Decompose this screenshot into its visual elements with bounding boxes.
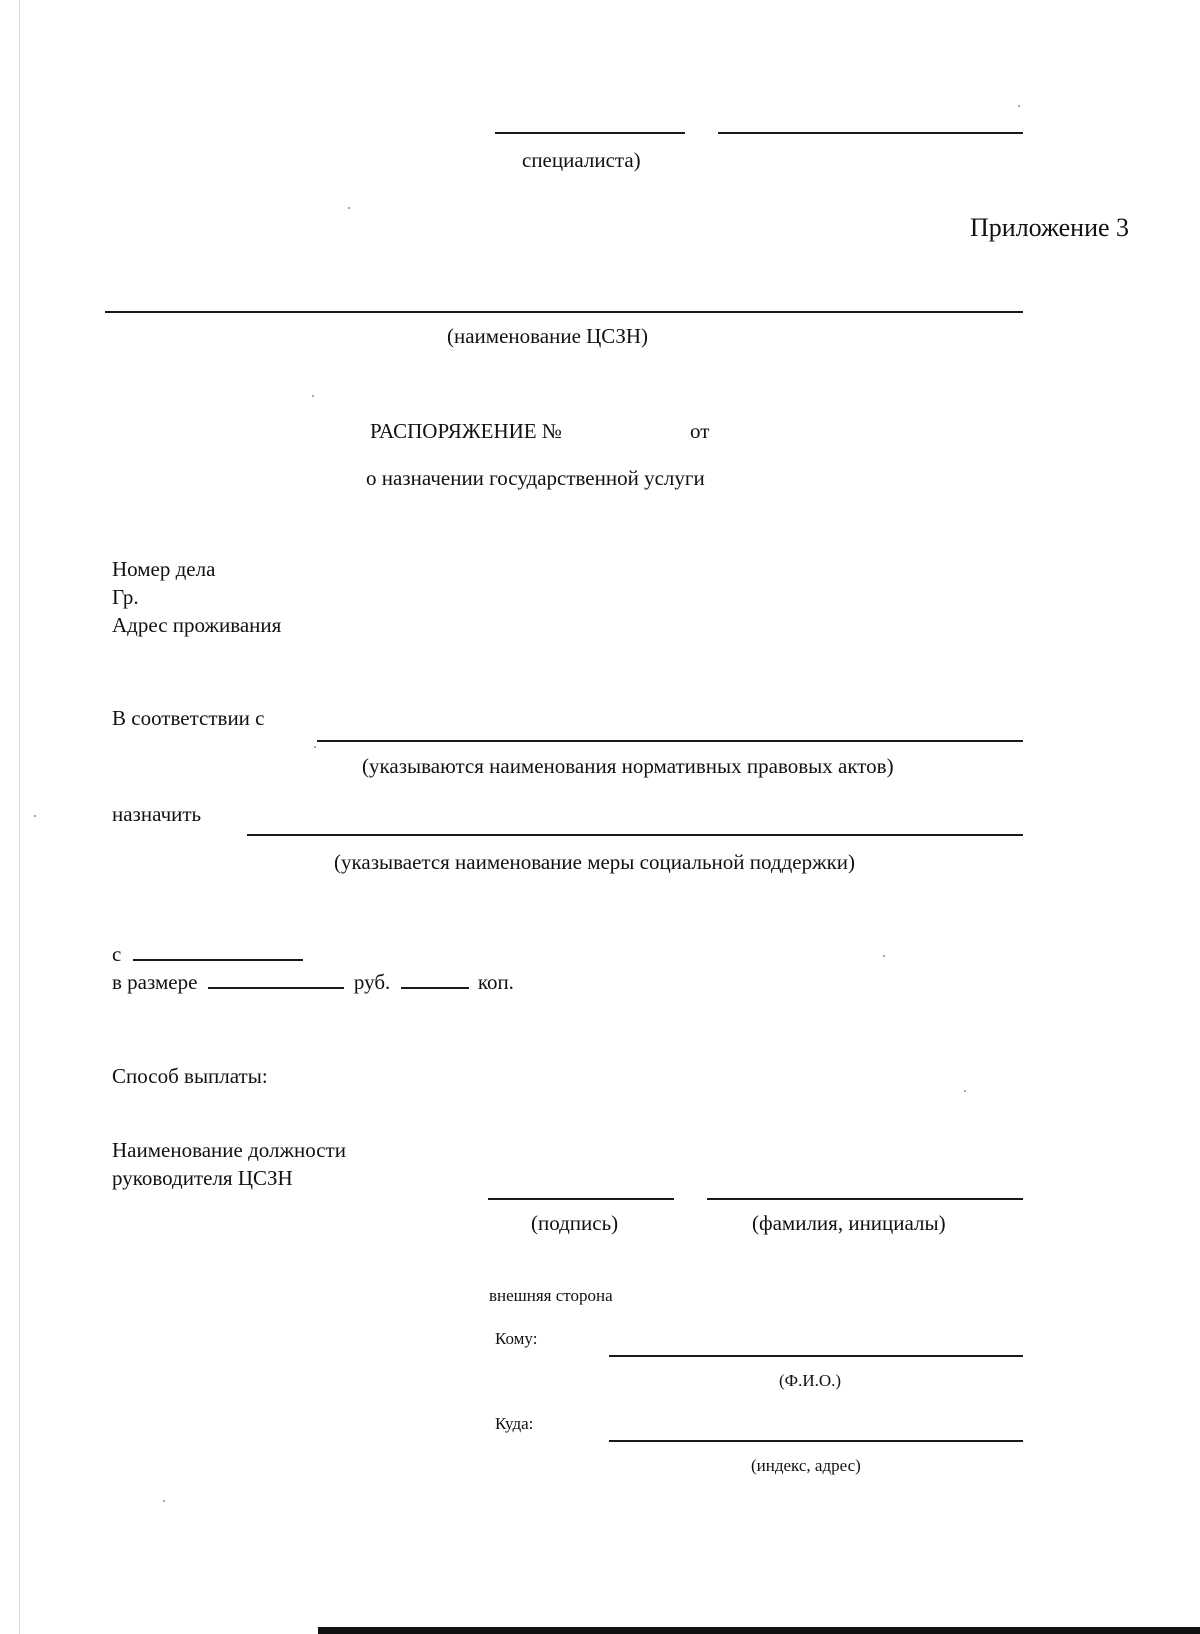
citizen-label: Гр. [112,585,139,609]
kop-blank [401,986,469,989]
address-label: Адрес проживания [112,613,282,637]
signature-caption: (подпись) [531,1211,619,1235]
address-caption: (индекс, адрес) [751,1456,861,1475]
org-name-line [105,311,1023,313]
order-title: РАСПОРЯЖЕНИЕ № [370,419,562,443]
order-subject: о назначении государственной услуги [366,466,705,490]
head-position-line1: Наименование должности [112,1138,346,1162]
case-number-label: Номер дела [112,557,216,581]
to-whom-label: Кому: [495,1329,538,1348]
acts-caption: (указываются наименования нормативных правовых актов) [362,754,894,778]
scan-speck [348,207,350,209]
amount-label: в размере [112,970,198,994]
measure-caption: (указывается наименование меры социальной поддержки) [334,850,856,874]
rub-label: руб. [353,970,391,994]
according-to-label: В соответствии с [112,706,265,730]
fio-caption: (Ф.И.О.) [779,1371,842,1390]
fio-line [609,1355,1023,1357]
scan-speck [314,746,316,748]
top-name-line [718,132,1023,134]
rub-blank [208,986,344,989]
head-position-line2: руководителя ЦСЗН [112,1166,293,1190]
acts-line [317,740,1023,742]
org-caption: (наименование ЦСЗН) [447,324,648,348]
top-signature-line [495,132,685,134]
scan-speck [964,1090,966,1092]
where-label: Куда: [495,1414,534,1433]
scan-speck [883,955,885,957]
payment-method-label: Способ выплаты: [112,1064,268,1088]
name-caption: (фамилия, инициалы) [752,1211,946,1235]
assign-label: назначить [112,802,202,826]
scan-left-edge [19,0,20,1634]
amount-row [112,972,514,993]
since-label: с [112,942,122,966]
scan-speck [34,815,36,817]
signature-line [488,1198,674,1200]
name-line [707,1198,1023,1200]
since-row [112,944,303,965]
scan-speck [163,1500,165,1502]
kop-label: коп. [477,970,514,994]
top-caption: специалиста) [522,148,641,172]
measure-line [247,834,1023,836]
scan-speck [1018,105,1020,107]
address-line [609,1440,1023,1442]
order-date-word: от [690,419,710,443]
since-date-blank [133,958,303,961]
appendix-label: Приложение 3 [970,213,1130,242]
outer-side-label: внешняя сторона [489,1286,613,1305]
scan-bottom-edge [318,1627,1200,1634]
scan-speck [312,395,314,397]
